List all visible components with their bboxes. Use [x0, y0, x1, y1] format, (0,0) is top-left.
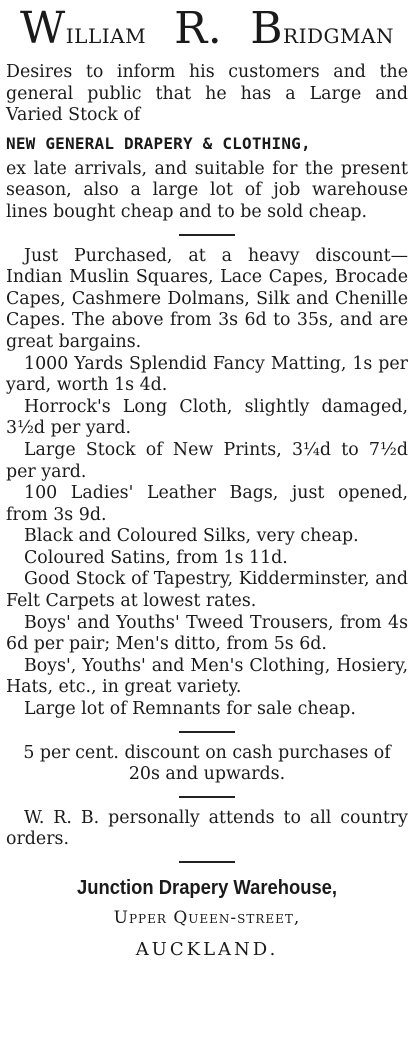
- item-paragraph: Coloured Satins, from 1s 11d.: [24, 547, 288, 568]
- advertiser-name: [6, 0, 408, 60]
- divider-rule: [179, 234, 235, 236]
- item-paragraph: 1000 Yards Splendid Fancy Matting, 1s per yard, worth 1s 4d.: [6, 353, 408, 396]
- item-paragraph: Large lot of Remnants for sale cheap.: [24, 699, 356, 720]
- cash-discount-notice: 5 per cent. discount on cash purchases of 20s and upwards.: [23, 742, 391, 785]
- first-name: WILLIAM: [20, 3, 147, 54]
- intro-paragraph: Desires to inform his customers and the general public that he has a Large and Varied Stock of: [6, 62, 408, 126]
- divider-rule: [179, 731, 235, 733]
- item-paragraph: Just Purchased, at a heavy discount—Indian Muslin Squares, Lace Capes, Brocade Capes, Cashmere Dolmans, Silk and Chenille Capes. The above from 3s 6d to 35s, and are great bargains.: [6, 245, 408, 352]
- item-paragraph: Large Stock of New Prints, 3¼d to 7½d per yard.: [6, 439, 408, 482]
- warehouse-name: Junction Drapery Warehouse,: [76, 877, 338, 899]
- item-paragraph: Black and Coloured Silks, very cheap.: [24, 526, 359, 547]
- surname: BRIDGMAN: [250, 3, 394, 54]
- street-address: Upper Queen-street,: [113, 908, 301, 928]
- country-orders-notice: W. R. B. personally attends to all country orders.: [6, 807, 408, 850]
- divider-rule: [179, 861, 235, 863]
- divider-rule: [179, 796, 235, 798]
- city-name: AUCKLAND.: [135, 939, 279, 960]
- arrivals-paragraph: ex late arrivals, and suitable for the present season, also a large lot of job warehouse lines bought cheap and to be sold cheap.: [6, 158, 408, 222]
- stock-headline: NEW GENERAL DRAPERY & CLOTHING,: [6, 133, 311, 153]
- item-paragraph: Horrock's Long Cloth, slightly damaged, 3½d per yard.: [6, 396, 408, 439]
- middle-initial: R.: [174, 3, 223, 54]
- item-paragraph: Boys', Youths' and Men's Clothing, Hosiery, Hats, etc., in great variety.: [6, 655, 408, 698]
- item-paragraph: Good Stock of Tapestry, Kidderminster, and Felt Carpets at lowest rates.: [6, 569, 408, 612]
- item-paragraph: Boys' and Youths' Tweed Trousers, from 4s 6d per pair; Men's ditto, from 5s 6d.: [6, 612, 408, 655]
- item-paragraph: 100 Ladies' Leather Bags, just opened, from 3s 9d.: [6, 483, 408, 525]
